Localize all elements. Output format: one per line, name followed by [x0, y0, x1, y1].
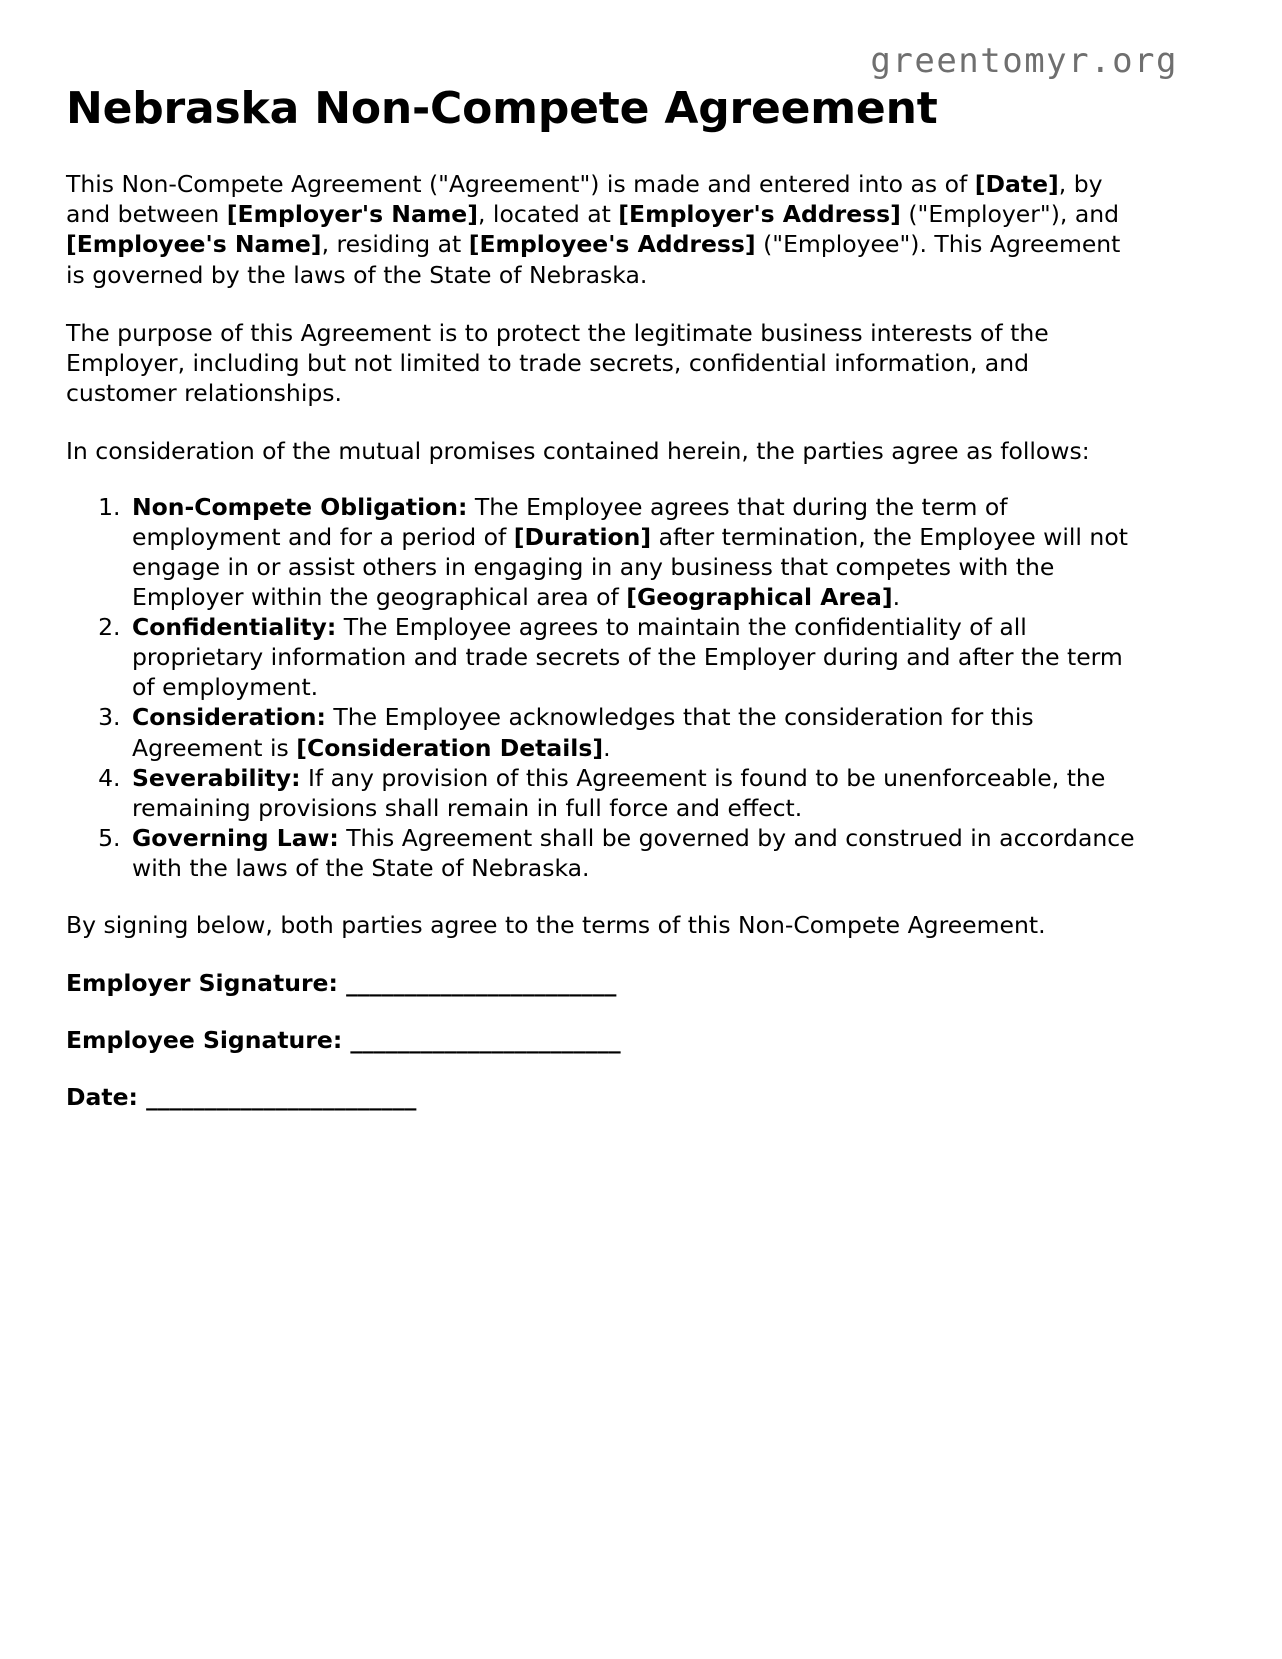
list-item	[128, 823, 1138, 883]
employee-signature-rule[interactable]: _______________________	[350, 1026, 621, 1055]
term-text-2: after termination, the Employee will not engage in or assist others in engaging in any business that competes with the Employer within the geographical area of	[132, 522, 1128, 612]
term-placeholder-2: [Geographical Area]	[626, 583, 893, 612]
date-rule[interactable]: _______________________	[146, 1083, 417, 1112]
list-item	[128, 763, 1138, 823]
employer-signature-rule[interactable]: _______________________	[346, 968, 617, 997]
consideration-lead-paragraph: In consideration of the mutual promises contained herein, the parties agree as follows:	[66, 436, 1090, 465]
term-heading: Severability:	[132, 763, 301, 792]
term-text-1: If any provision of this Agreement is found to be unenforceable, the remaining provisions shall remain in full force and effect.	[132, 763, 1106, 822]
intro-text-4: ("Employer"), and	[900, 200, 1120, 229]
employee-signature-label: Employee Signature:	[66, 1026, 351, 1055]
list-item	[128, 492, 1138, 612]
employer-signature-line	[66, 968, 1138, 998]
closing-paragraph: By signing below, both parties agree to the terms of this Non-Compete Agreement.	[66, 910, 1046, 939]
placeholder-employee-name: [Employee's Name]	[66, 230, 322, 259]
placeholder-employer-name: [Employer's Name]	[226, 200, 478, 229]
intro-text-2: , by and between	[66, 170, 1103, 229]
placeholder-date: [Date]	[974, 170, 1059, 199]
intro-text-3: , located at	[477, 200, 619, 229]
signature-block	[66, 968, 1138, 1112]
employer-signature-label: Employer Signature:	[66, 968, 347, 997]
term-heading: Governing Law:	[132, 823, 339, 852]
term-heading: Non-Compete Obligation:	[132, 492, 468, 521]
term-heading: Consideration:	[132, 703, 326, 732]
term-text-3: .	[892, 583, 901, 612]
document-body	[66, 84, 1138, 1139]
term-text-1: The Employee acknowledges that the consideration for this Agreement is	[132, 703, 1034, 762]
term-text-1: This Agreement shall be governed by and construed in accordance with the laws of the State of Nebraska.	[132, 823, 1135, 882]
intro-paragraph	[66, 169, 1138, 289]
purpose-paragraph: The purpose of this Agreement is to protect the legitimate business interests of the Employer, including but not limited to trade secrets, confidential information, and customer relationships.	[66, 318, 1049, 407]
intro-text-1: This Non-Compete Agreement ("Agreement") is made and entered into as of	[66, 170, 975, 199]
intro-text-6: ("Employee"). This Agreement is governed by the laws of the State of Nebraska.	[66, 230, 1121, 289]
term-placeholder-1: [Consideration Details]	[296, 733, 604, 762]
term-placeholder-1: [Duration]	[513, 522, 652, 551]
term-text-1: The Employee agrees that during the term of employment and for a period of	[132, 492, 1008, 551]
site-watermark: greentomyr.org	[870, 41, 1178, 81]
term-heading: Confidentiality:	[132, 613, 337, 642]
terms-list	[66, 492, 1138, 883]
list-item	[128, 702, 1138, 762]
placeholder-employee-address: [Employee's Address]	[468, 230, 756, 259]
placeholder-employer-address: [Employer's Address]	[618, 200, 901, 229]
employee-signature-line	[66, 1025, 1138, 1055]
term-text-1: The Employee agrees to maintain the confidentiality of all proprietary information and trade secrets of the Employer during and after the term of employment.	[132, 613, 1123, 702]
term-text-2: .	[603, 733, 611, 762]
date-label: Date:	[66, 1083, 147, 1112]
date-signature-line	[66, 1082, 1138, 1112]
intro-text-5: , residing at	[321, 230, 469, 259]
page-title: Nebraska Non-Compete Agreement	[66, 83, 938, 134]
list-item	[128, 612, 1138, 702]
